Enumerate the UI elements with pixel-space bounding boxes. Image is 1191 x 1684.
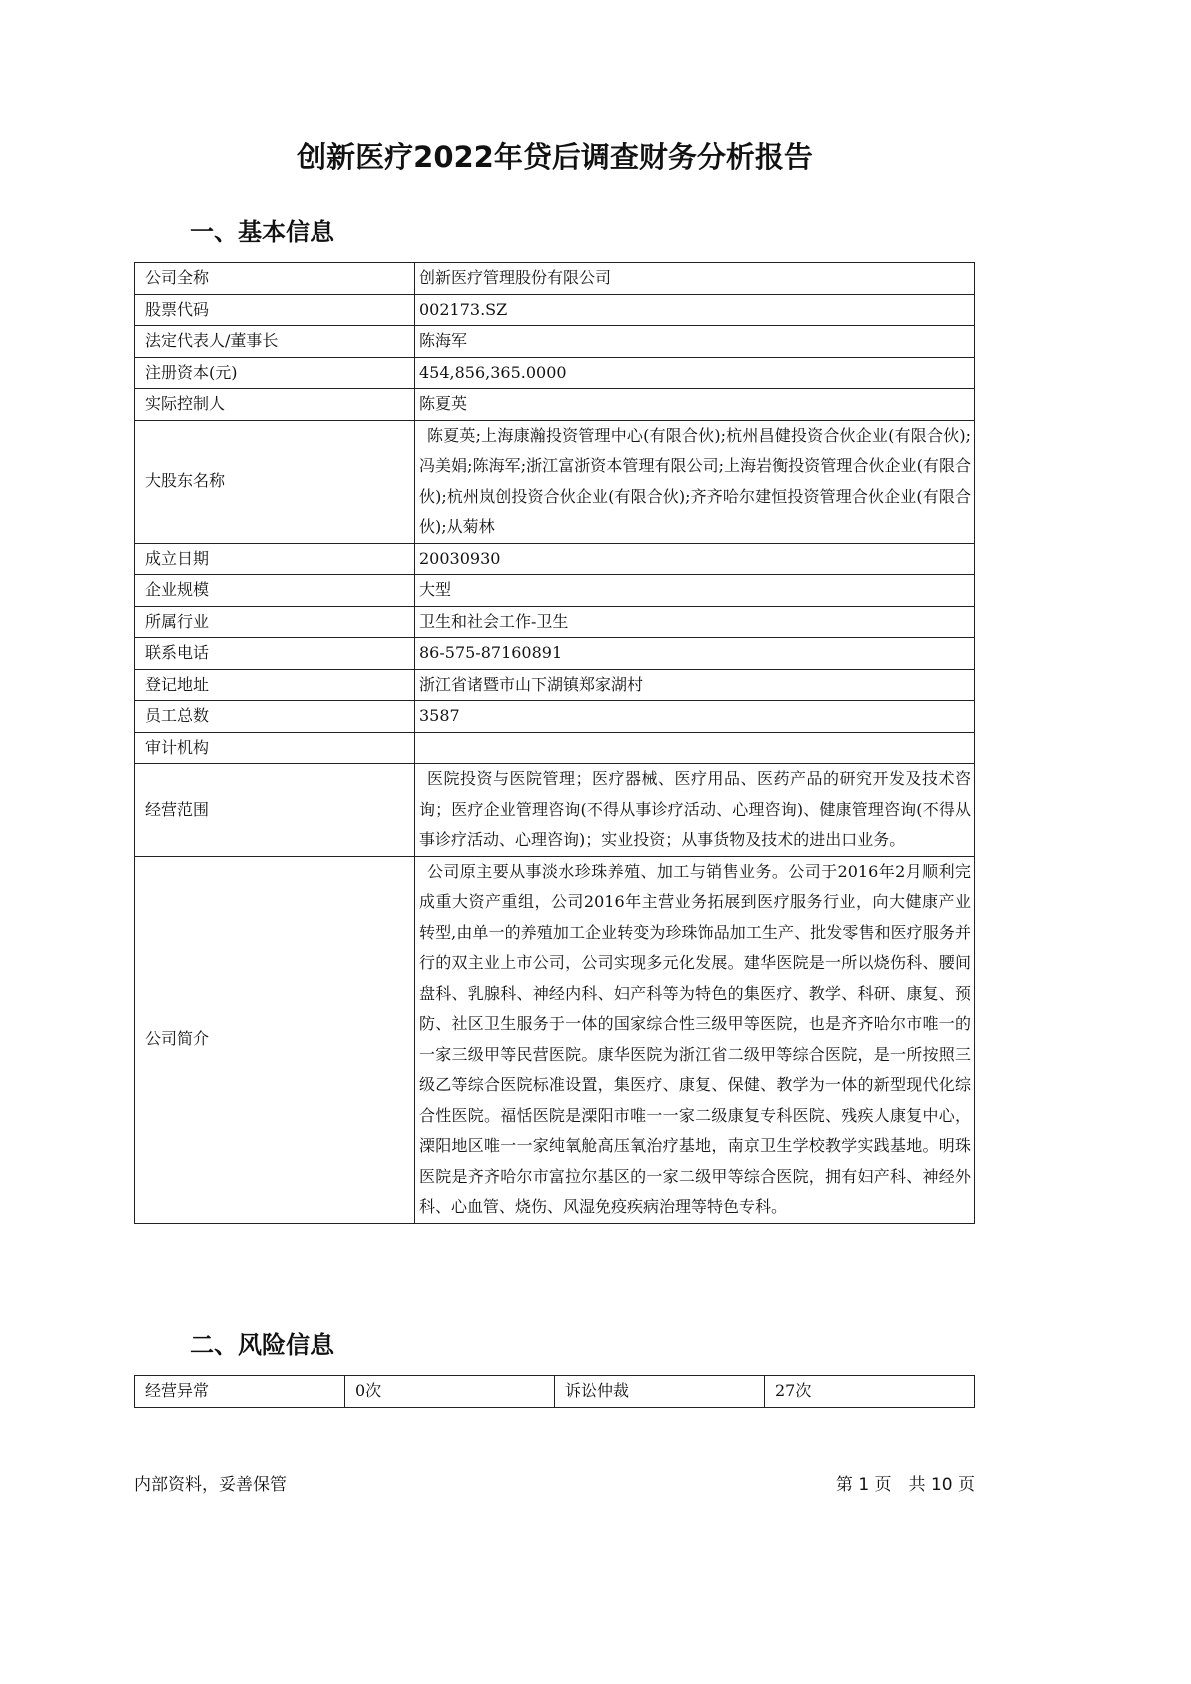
field-value: 陈夏英;上海康瀚投资管理中心(有限合伙);杭州昌健投资合伙企业(有限合伙);冯美娟;陈海军;浙江富浙资本管理有限公司;上海岩衡投资管理合伙企业(有限合伙);杭州岚创投资合伙企业(有限合伙);齐齐哈尔建恒投资管理合伙企业(有限合伙);从菊林 (415, 420, 975, 543)
table-row (135, 357, 975, 389)
risk-info-table (134, 1375, 975, 1408)
field-label: 所属行业 (135, 606, 415, 638)
field-label: 成立日期 (135, 543, 415, 575)
field-value: 86-575-87160891 (415, 638, 975, 670)
footer-confidential-note: 内部资料，妥善保管 (134, 1475, 287, 1495)
risk-label: 诉讼仲裁 (555, 1376, 765, 1408)
table-row (135, 764, 975, 857)
table-row (135, 606, 975, 638)
risk-label: 经营异常 (135, 1376, 345, 1408)
field-value: 20030930 (415, 543, 975, 575)
field-value: 454,856,365.0000 (415, 357, 975, 389)
field-value: 002173.SZ (415, 294, 975, 326)
field-value (415, 732, 975, 764)
section-heading-basic-info: 一、基本信息 (190, 218, 334, 246)
field-label: 公司简介 (135, 856, 415, 1223)
field-label: 联系电话 (135, 638, 415, 670)
field-value: 陈海军 (415, 326, 975, 358)
field-label: 审计机构 (135, 732, 415, 764)
table-row (135, 420, 975, 543)
field-value: 3587 (415, 701, 975, 733)
field-value: 陈夏英 (415, 389, 975, 421)
field-value: 公司原主要从事淡水珍珠养殖、加工与销售业务。公司于2016年2月顺利完成重大资产重组，公司2016年主营业务拓展到医疗服务行业，向大健康产业转型,由单一的养殖加工企业转变为珍珠饰品加工生产、批发零售和医疗服务并行的双主业上市公司，公司实现多元化发展。建华医院是一所以烧伤科、腰间盘科、乳腺科、神经内科、妇产科等为特色的集医疗、教学、科研、康复、预防、社区卫生服务于一体的国家综合性三级甲等医院，也是齐齐哈尔市唯一的一家三级甲等民营医院。康华医院为浙江省二级甲等综合医院，是一所按照三级乙等综合医院标准设置，集医疗、康复、保健、教学为一体的新型现代化综合性医院。福恬医院是溧阳市唯一一家二级康复专科医院、残疾人康复中心，溧阳地区唯一一家纯氧舱高压氧治疗基地，南京卫生学校教学实践基地。明珠医院是齐齐哈尔市富拉尔基区的一家二级甲等综合医院，拥有妇产科、神经外科、心血管、烧伤、风湿免疫疾病治理等特色专科。 (415, 856, 975, 1223)
field-value: 卫生和社会工作-卫生 (415, 606, 975, 638)
table-row (135, 1376, 975, 1408)
table-row (135, 856, 975, 1223)
field-label: 企业规模 (135, 575, 415, 607)
risk-value: 0次 (345, 1376, 555, 1408)
field-label: 登记地址 (135, 669, 415, 701)
table-row (135, 389, 975, 421)
table-row (135, 263, 975, 295)
section-heading-risk-info: 二、风险信息 (190, 1331, 334, 1359)
field-value: 医院投资与医院管理；医疗器械、医疗用品、医药产品的研究开发及技术咨询；医疗企业管理咨询(不得从事诊疗活动、心理咨询)、健康管理咨询(不得从事诊疗活动、心理咨询)；实业投资；从事货物及技术的进出口业务。 (415, 764, 975, 857)
table-row (135, 732, 975, 764)
basic-info-table (134, 262, 975, 1224)
table-row (135, 543, 975, 575)
table-row (135, 294, 975, 326)
field-value: 创新医疗管理股份有限公司 (415, 263, 975, 295)
footer-page-number: 第 1 页 共 10 页 (835, 1475, 975, 1495)
field-label: 公司全称 (135, 263, 415, 295)
field-label: 实际控制人 (135, 389, 415, 421)
table-row (135, 638, 975, 670)
field-label: 股票代码 (135, 294, 415, 326)
table-row (135, 575, 975, 607)
document-title: 创新医疗2022年贷后调查财务分析报告 (297, 140, 813, 174)
field-label: 注册资本(元) (135, 357, 415, 389)
field-value: 大型 (415, 575, 975, 607)
table-row (135, 669, 975, 701)
field-value: 浙江省诸暨市山下湖镇郑家湖村 (415, 669, 975, 701)
field-label: 经营范围 (135, 764, 415, 857)
table-row (135, 326, 975, 358)
risk-value: 27次 (765, 1376, 975, 1408)
table-row (135, 701, 975, 733)
field-label: 法定代表人/董事长 (135, 326, 415, 358)
field-label: 员工总数 (135, 701, 415, 733)
field-label: 大股东名称 (135, 420, 415, 543)
